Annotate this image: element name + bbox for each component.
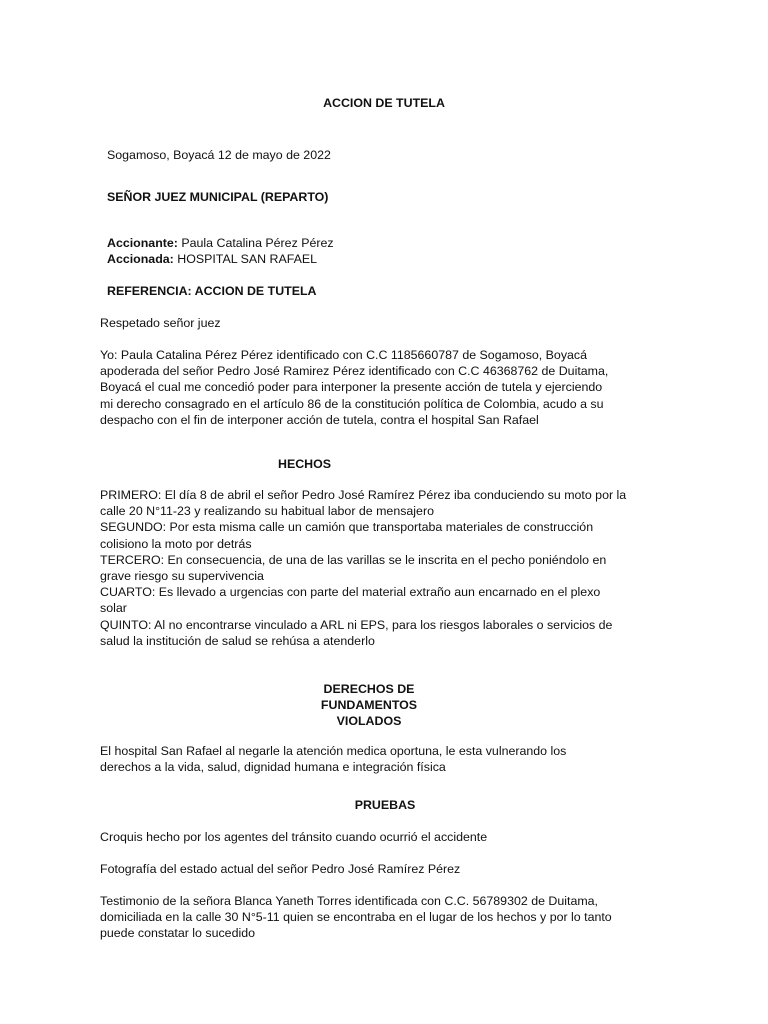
accionante-label: Accionante: (107, 236, 178, 250)
derechos-heading-line: VIOLADOS (336, 714, 402, 729)
pruebas-heading: PRUEBAS (354, 798, 416, 812)
accionante-value: Paula Catalina Pérez Pérez (177, 236, 334, 250)
derechos-line: derechos a la vida, salud, dignidad humana e integración física (100, 760, 446, 775)
document-title: ACCION DE TUTELA (323, 96, 445, 110)
hechos-heading: HECHOS (278, 457, 332, 471)
testimonio-line: domiciliada en la calle 30 N°5-11 quien se encontraba en el lugar de los hechos y por lo tanto (100, 910, 612, 925)
hecho-line: colisiono la moto por detrás (100, 536, 252, 551)
intro-line: mi derecho consagrado en el artículo 86 de la constitución política de Colombia, acudo a su (100, 396, 604, 411)
hecho-line: SEGUNDO: Por esta misma calle un camión que transportaba materiales de construcción (100, 520, 594, 535)
hecho-line: grave riesgo su supervivencia (100, 569, 264, 584)
testimonio-line: Testimonio de la señora Blanca Yaneth Torres identificada con C.C. 56789302 de Duitama, (100, 894, 598, 908)
accionada-label: Accionada: (107, 252, 174, 266)
derechos-line: El hospital San Rafael al negarle la atención medica oportuna, le esta vulnerando los (100, 744, 567, 758)
intro-line: apoderada del señor Pedro José Ramirez Pérez identificado con C.C 46368762 de Duitama, (100, 364, 609, 379)
hecho-line: CUARTO: Es llevado a urgencias con parte del material extraño aun encarnado en el plexo (100, 585, 601, 600)
accionada-value: HOSPITAL SAN RAFAEL (173, 252, 318, 266)
hecho-line: calle 20 N°11-23 y realizando su habitual labor de mensajero (100, 504, 434, 519)
intro-line: despacho con el fin de interponer acción de tutela, contra el hospital San Rafael (100, 412, 539, 427)
addressee: SEÑOR JUEZ MUNICIPAL (REPARTO) (107, 190, 329, 204)
accionante-line (107, 235, 334, 251)
hecho-line: solar (100, 601, 127, 616)
intro-line: Boyacá el cual me concedió poder para interponer la presente acción de tutela y ejerciendo (100, 380, 603, 395)
derechos-heading-line: FUNDAMENTOS (320, 698, 418, 713)
greeting: Respetado señor juez (100, 316, 221, 330)
hecho-line: QUINTO: Al no encontrarse vinculado a ARL ni EPS, para los riesgos laborales o servicios de (100, 617, 613, 632)
prueba-croquis: Croquis hecho por los agentes del tránsito cuando ocurrió el accidente (100, 830, 488, 844)
derechos-heading-line: DERECHOS DE (323, 682, 415, 696)
hecho-line: PRIMERO: El día 8 de abril el señor Pedro José Ramírez Pérez iba conduciendo su moto por la (100, 488, 627, 502)
reference-line: REFERENCIA: ACCION DE TUTELA (107, 284, 317, 298)
intro-paragraph (100, 347, 608, 428)
derechos-heading (269, 681, 469, 730)
hecho-line: salud la institución de salud se rehúsa a atenderlo (100, 633, 375, 648)
hecho-line: TERCERO: En consecuencia, de una de las varillas se le inscrita en el pecho poniéndolo en (100, 552, 607, 567)
prueba-fotografia: Fotografía del estado actual del señor Pedro José Ramírez Pérez (100, 862, 461, 876)
testimonio-line: puede constatar lo sucedido (100, 926, 255, 941)
derechos-paragraph (100, 743, 566, 775)
intro-line: Yo: Paula Catalina Pérez Pérez identificado con C.C 1185660787 de Sogamoso, Boyacá (100, 348, 587, 362)
hechos-list (100, 487, 626, 649)
place-date: Sogamoso, Boyacá 12 de mayo de 2022 (107, 148, 331, 162)
prueba-testimonio (100, 893, 612, 942)
accionada-line (107, 251, 317, 267)
